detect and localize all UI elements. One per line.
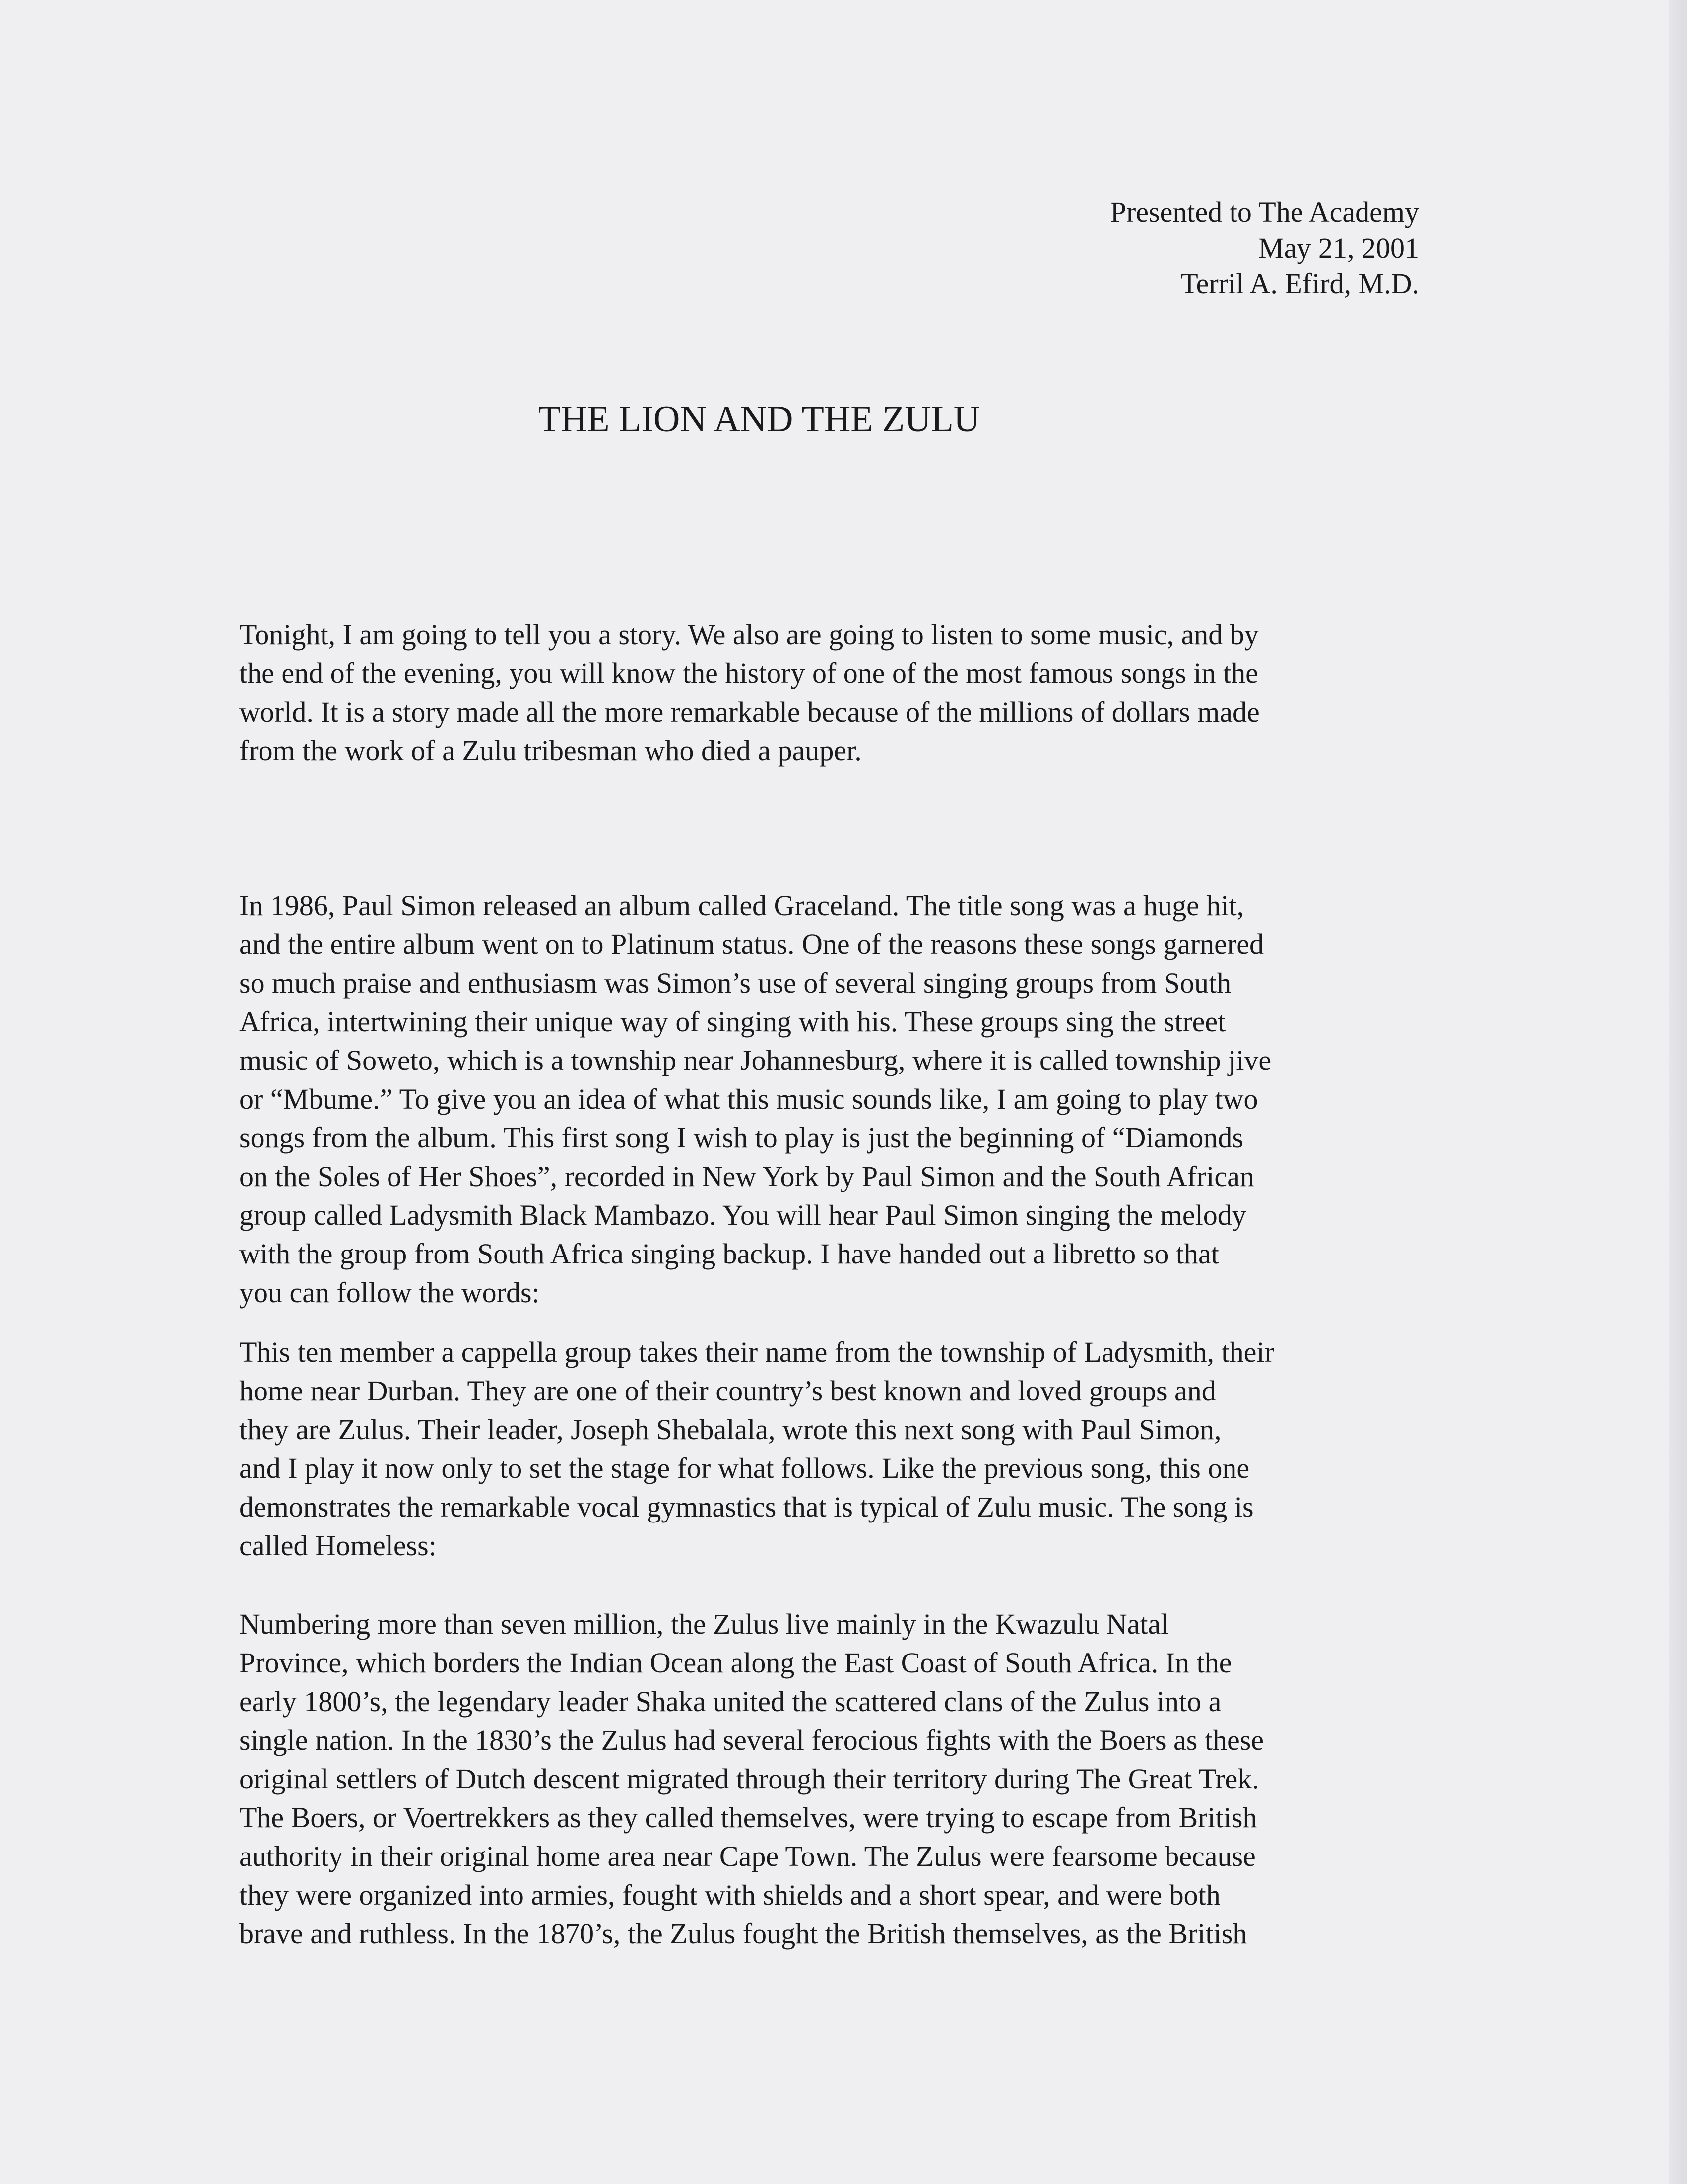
text-line: brave and ruthless. In the 1870’s, the Zulus fought the British themselves, as the British bbox=[239, 1918, 1247, 1950]
text-line: Numbering more than seven million, the Zulus live mainly in the Kwazulu Natal bbox=[239, 1608, 1169, 1640]
presentation-header bbox=[1110, 195, 1419, 302]
scan-edge bbox=[1669, 0, 1687, 2184]
text-line: they are Zulus. Their leader, Joseph Shebalala, wrote this next song with Paul Simon, bbox=[239, 1413, 1222, 1446]
text-line: world. It is a story made all the more remarkable because of the millions of dollars made bbox=[239, 696, 1260, 728]
text-line: group called Ladysmith Black Mambazo. You will hear Paul Simon singing the melody bbox=[239, 1199, 1246, 1231]
text-line: The Boers, or Voertrekkers as they called themselves, were trying to escape from British bbox=[239, 1801, 1257, 1834]
text-line: demonstrates the remarkable vocal gymnastics that is typical of Zulu music. The song is bbox=[239, 1491, 1254, 1523]
author-line: Terril A. Efird, M.D. bbox=[1180, 267, 1419, 300]
text-line: with the group from South Africa singing backup. I have handed out a libretto so that bbox=[239, 1238, 1219, 1270]
paragraph-intro bbox=[239, 615, 1430, 770]
text-line: This ten member a cappella group takes their name from the township of Ladysmith, their bbox=[239, 1336, 1274, 1368]
text-line: In 1986, Paul Simon released an album called Graceland. The title song was a huge hit, bbox=[239, 889, 1244, 922]
text-line: music of Soweto, which is a township near Johannesburg, where it is called township jive bbox=[239, 1044, 1272, 1076]
text-line: home near Durban. They are one of their country’s best known and loved groups and bbox=[239, 1375, 1216, 1407]
page-title: THE LION AND THE ZULU bbox=[538, 399, 980, 440]
text-line: on the Soles of Her Shoes”, recorded in New York by Paul Simon and the South African bbox=[239, 1160, 1254, 1192]
presented-to-line: Presented to The Academy bbox=[1110, 196, 1419, 228]
date-line: May 21, 2001 bbox=[1258, 232, 1419, 264]
text-line: Tonight, I am going to tell you a story. We also are going to listen to some music, and by bbox=[239, 618, 1259, 651]
text-line: Africa, intertwining their unique way of singing with his. These groups sing the street bbox=[239, 1005, 1226, 1038]
text-line: you can follow the words: bbox=[239, 1276, 540, 1309]
paragraph-ladysmith bbox=[239, 1333, 1430, 1565]
text-line: authority in their original home area near Cape Town. The Zulus were fearsome because bbox=[239, 1840, 1256, 1872]
text-line: and the entire album went on to Platinum status. One of the reasons these songs garnered bbox=[239, 928, 1264, 960]
paragraph-zulu-history bbox=[239, 1605, 1430, 1953]
text-line: and I play it now only to set the stage for what follows. Like the previous song, this one bbox=[239, 1452, 1250, 1484]
text-line: the end of the evening, you will know the history of one of the most famous songs in the bbox=[239, 657, 1258, 689]
text-line: they were organized into armies, fought with shields and a short spear, and were both bbox=[239, 1879, 1221, 1911]
text-line: so much praise and enthusiasm was Simon’s use of several singing groups from South bbox=[239, 967, 1232, 999]
text-line: songs from the album. This first song I wish to play is just the beginning of “Diamonds bbox=[239, 1122, 1243, 1154]
text-line: original settlers of Dutch descent migrated through their territory during The Great Trek. bbox=[239, 1763, 1259, 1795]
text-line: early 1800’s, the legendary leader Shaka united the scattered clans of the Zulus into a bbox=[239, 1685, 1222, 1718]
text-line: called Homeless: bbox=[239, 1529, 437, 1562]
text-line: or “Mbume.” To give you an idea of what this music sounds like, I am going to play two bbox=[239, 1083, 1258, 1115]
text-line: single nation. In the 1830’s the Zulus had several ferocious fights with the Boers as these bbox=[239, 1724, 1264, 1756]
paragraph-graceland bbox=[239, 886, 1430, 1312]
text-line: Province, which borders the Indian Ocean along the East Coast of South Africa. In the bbox=[239, 1647, 1232, 1679]
text-line: from the work of a Zulu tribesman who died a pauper. bbox=[239, 734, 862, 767]
